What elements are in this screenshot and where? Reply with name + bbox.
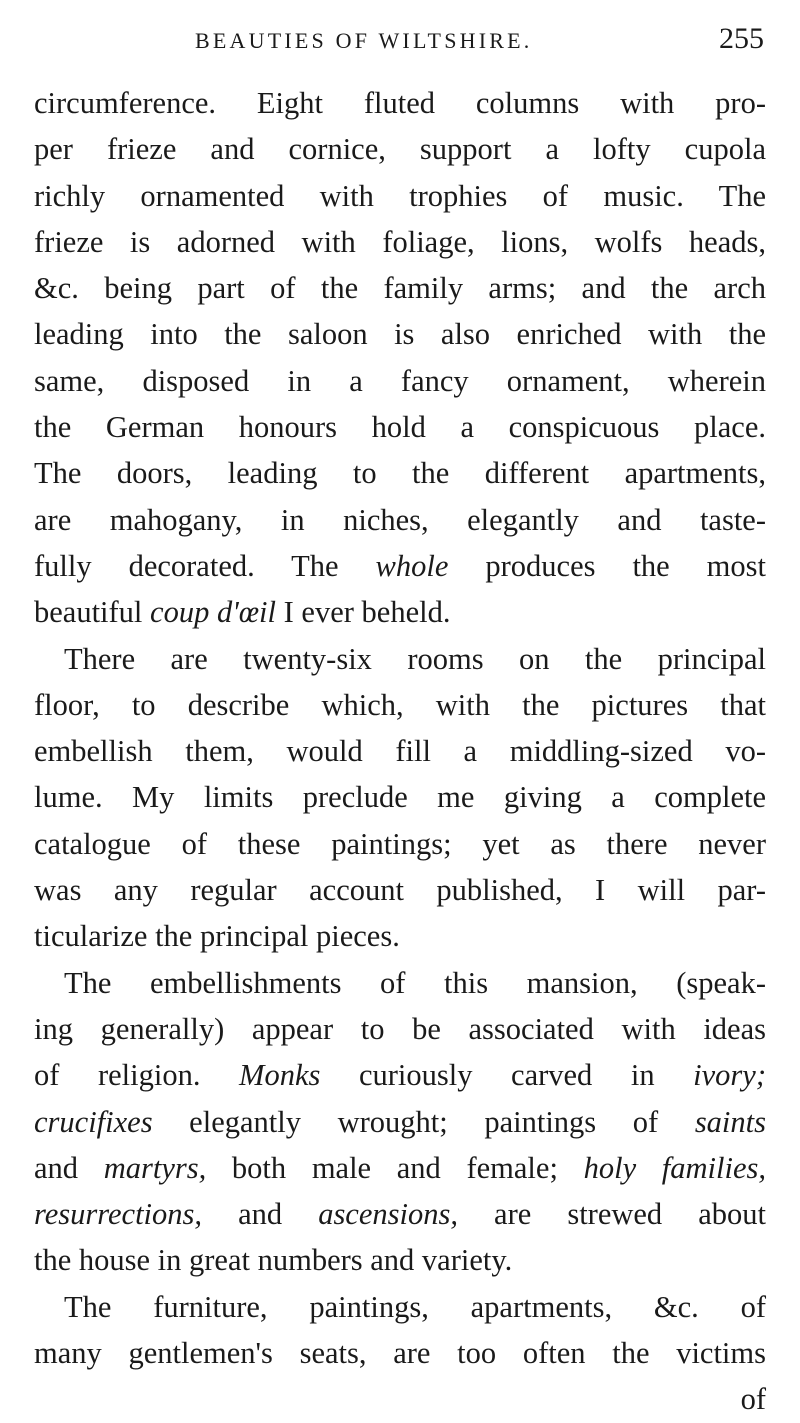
text-line (34, 1330, 766, 1376)
text-run: are strewed about (457, 1197, 766, 1232)
text-line (34, 173, 766, 219)
italic-text: holy families, (583, 1150, 766, 1185)
italic-text: crucifixes (34, 1104, 153, 1139)
text-run: and (202, 1197, 319, 1232)
text-line (34, 636, 766, 682)
running-head: BEAUTIES OF WILTSHIRE. (195, 28, 533, 53)
text-run: The furniture, paintings, apartments, &c. of (64, 1289, 766, 1324)
paragraph (34, 1284, 766, 1377)
text-line (34, 774, 766, 820)
text-run: curiously carved in (320, 1058, 694, 1093)
catchword: of (740, 1382, 766, 1417)
text-run: and (34, 1150, 104, 1185)
italic-text: saints (694, 1104, 766, 1139)
italic-text: ascensions, (318, 1197, 458, 1232)
text-line (34, 358, 766, 404)
text-run: was any regular account published, I will par- (34, 873, 766, 908)
text-run: fully decorated. The (34, 548, 376, 583)
page-number: 255 (719, 22, 764, 55)
text-run: The doors, leading to the different apartments, (34, 456, 766, 491)
text-line (34, 404, 766, 450)
text-line (34, 1237, 766, 1283)
text-run: &c. being part of the family arms; and the arch (34, 271, 766, 306)
text-run: frieze is adorned with foliage, lions, wolfs heads, (34, 224, 766, 259)
text-run: There are twenty-six rooms on the principal (64, 641, 766, 676)
text-run: catalogue of these paintings; yet as there never (34, 826, 766, 861)
text-run: ticularize the principal pieces. (34, 919, 400, 954)
italic-text: resurrections, (34, 1197, 203, 1232)
italic-text: ivory; (693, 1058, 766, 1093)
text-run: elegantly wrought; paintings of (152, 1104, 695, 1139)
text-line (34, 821, 766, 867)
text-line (34, 80, 766, 126)
text-run: circumference. Eight fluted columns with pro- (34, 86, 766, 120)
text-line (34, 1052, 766, 1098)
text-run: per frieze and cornice, support a lofty cupola (34, 132, 766, 167)
paragraph (34, 80, 766, 636)
text-run: of religion. (34, 1058, 240, 1093)
text-run: produces the most (448, 548, 766, 583)
text-line (34, 543, 766, 589)
text-run: lume. My limits preclude me giving a complete (34, 780, 766, 815)
text-run: both male and female; (206, 1150, 584, 1185)
text-line (34, 311, 766, 357)
text-line (34, 1145, 766, 1191)
text-run: embellish them, would fill a middling-sized vo- (34, 734, 766, 769)
text-line (34, 867, 766, 913)
text-line (34, 728, 766, 774)
italic-text: whole (375, 548, 449, 583)
italic-text: Monks (239, 1058, 321, 1093)
text-line (34, 1284, 766, 1330)
page-header (0, 22, 800, 62)
text-run: ing generally) appear to be associated with ideas (34, 1011, 766, 1046)
text-run: the house in great numbers and variety. (34, 1243, 513, 1278)
text-line (34, 1099, 766, 1145)
text-line (34, 265, 766, 311)
italic-text: coup d'œil (150, 595, 277, 630)
text-run: many gentlemen's seats, are too often the victims (34, 1336, 766, 1371)
paragraph (34, 636, 766, 960)
text-line (34, 960, 766, 1006)
text-line (34, 1006, 766, 1052)
text-line (34, 126, 766, 172)
text-line (34, 219, 766, 265)
text-run: leading into the saloon is also enriched with the (34, 317, 766, 352)
body-text (34, 80, 766, 1423)
text-run: beautiful (34, 595, 151, 630)
paragraph (34, 960, 766, 1284)
text-run: richly ornamented with trophies of music. The (34, 178, 766, 213)
text-line (34, 450, 766, 496)
text-run: The embellishments of this mansion, (speak- (64, 965, 766, 1000)
text-line (34, 913, 766, 959)
text-run: I ever beheld. (276, 595, 451, 630)
text-run: floor, to describe which, with the pictures that (34, 687, 766, 722)
text-run: the German honours hold a conspicuous place. (34, 410, 766, 445)
text-line (34, 497, 766, 543)
text-line (34, 589, 766, 635)
text-line (34, 682, 766, 728)
italic-text: martyrs, (103, 1150, 207, 1185)
text-run: are mahogany, in niches, elegantly and taste- (34, 502, 766, 537)
text-run: same, disposed in a fancy ornament, wherein (34, 363, 766, 398)
text-line (34, 1191, 766, 1237)
